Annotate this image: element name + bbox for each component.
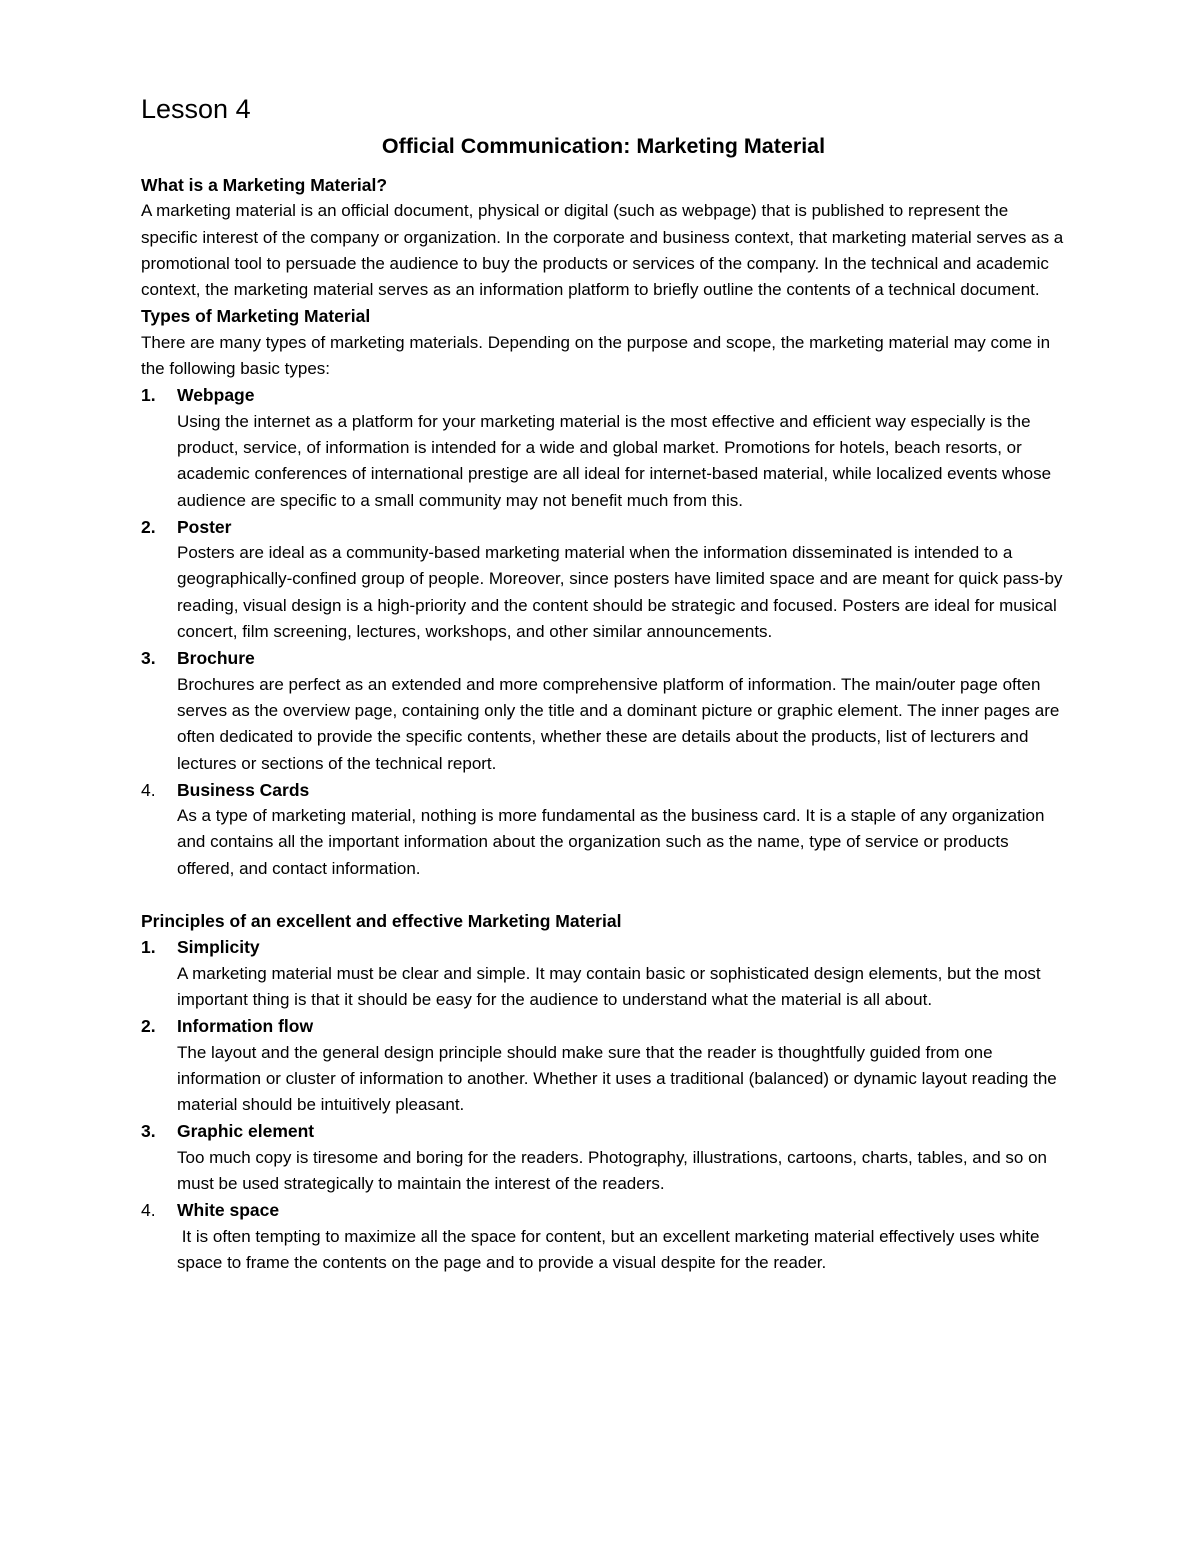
list-item-title: White space bbox=[177, 1200, 280, 1221]
list-item bbox=[141, 514, 1066, 645]
list-item-text: As a type of marketing material, nothing is more fundamental as the business card. It is a staple of any organization and contains all the important information about the organization such as the name, type of service or products offered, and contact information. bbox=[177, 806, 1045, 878]
principles-list bbox=[141, 934, 1066, 1276]
list-item bbox=[141, 645, 1066, 776]
list-item-title: Webpage bbox=[177, 385, 255, 406]
list-item-title: Poster bbox=[177, 516, 232, 537]
section-heading-principles: Principles of an excellent and effective Marketing Material bbox=[141, 911, 622, 932]
list-item-title: Graphic element bbox=[177, 1121, 315, 1142]
list-item-number: 1. bbox=[141, 385, 156, 406]
list-item-number: 3. bbox=[141, 1121, 156, 1142]
section-paragraph-definition: A marketing material is an official document, physical or digital (such as webpage) that is published to represent the specific interest of the company or organization. In the corporate and business context, that marketing material serves as a promotional tool to persuade the audience to buy the products or services of the company. In the technical and academic context, the marketing material serves as an information platform to briefly outline the contents of a technical document. bbox=[141, 201, 1064, 300]
list-item-title: Brochure bbox=[177, 648, 255, 669]
list-item-title: Information flow bbox=[177, 1016, 314, 1037]
list-item-number: 4. bbox=[141, 1200, 156, 1221]
list-item bbox=[141, 777, 1066, 882]
list-item-title: Simplicity bbox=[177, 937, 260, 958]
list-item-number: 2. bbox=[141, 1016, 156, 1037]
document-body bbox=[141, 92, 1066, 1276]
list-item-text: The layout and the general design principle should make sure that the reader is thoughtfully guided from one information or cluster of information to another. Whether it uses a traditional (balanced) or dynamic layout reading the material should be intuitively pleasant. bbox=[177, 1042, 1057, 1115]
list-item-number: 3. bbox=[141, 648, 156, 669]
section-heading-what-is: What is a Marketing Material? bbox=[141, 175, 388, 195]
list-item-number: 2. bbox=[141, 516, 156, 537]
page-title: Official Communication: Marketing Material bbox=[381, 134, 826, 158]
types-list bbox=[141, 382, 1066, 882]
list-item-number: 1. bbox=[141, 937, 156, 958]
list-item bbox=[141, 1197, 1066, 1276]
list-item-text: A marketing material must be clear and simple. It may contain basic or sophisticated design elements, but the most important thing is that it should be easy for the audience to understand what the material is all about. bbox=[177, 963, 1041, 1009]
list-item bbox=[141, 1118, 1066, 1197]
list-item-title: Business Cards bbox=[177, 779, 310, 800]
list-item-text: Too much copy is tiresome and boring for the readers. Photography, illustrations, cartoons, charts, tables, and so on must be used strategically to maintain the interest of the readers. bbox=[177, 1147, 1047, 1193]
list-item-text: Posters are ideal as a community-based marketing material when the information disseminated is intended to a geographically-confined group of people. Moreover, since posters have limited space and are meant for quick pass-by reading, visual design is a high-priority and the content should be strategic and focused. Posters are ideal for musical concert, film screening, lectures, workshops, and other similar announcements. bbox=[177, 543, 1063, 642]
section-heading-types: Types of Marketing Material bbox=[141, 306, 371, 327]
list-item bbox=[141, 382, 1066, 513]
list-item bbox=[141, 1013, 1066, 1118]
lesson-label: Lesson 4 bbox=[141, 94, 251, 124]
list-item-number: 4. bbox=[141, 779, 156, 800]
section-paragraph-types-intro: There are many types of marketing materials. Depending on the purpose and scope, the marketing material may come in the following basic types: bbox=[141, 332, 1051, 379]
list-item bbox=[141, 934, 1066, 1013]
list-item-text: Using the internet as a platform for your marketing material is the most effective and efficient way especially is the product, service, of information is intended for a wide and global market. Promotions for hotels, beach resorts, or academic conferences of international prestige are all ideal for internet-based material, while localized events whose audience are specific to a small community may not benefit much from this. bbox=[177, 411, 1052, 510]
list-item-text: Brochures are perfect as an extended and more comprehensive platform of information. The main/outer page often serves as the overview page, containing only the title and a dominant picture or graphic element. The inner pages are often dedicated to provide the specific contents, whether these are details about the products, list of lecturers and lectures or sections of the technical report. bbox=[177, 674, 1060, 773]
list-item-text: It is often tempting to maximize all the space for content, but an excellent marketing material effectively uses white space to frame the contents on the page and to provide a visual despite for the reader. bbox=[177, 1226, 1045, 1272]
section-spacer bbox=[141, 882, 1066, 908]
